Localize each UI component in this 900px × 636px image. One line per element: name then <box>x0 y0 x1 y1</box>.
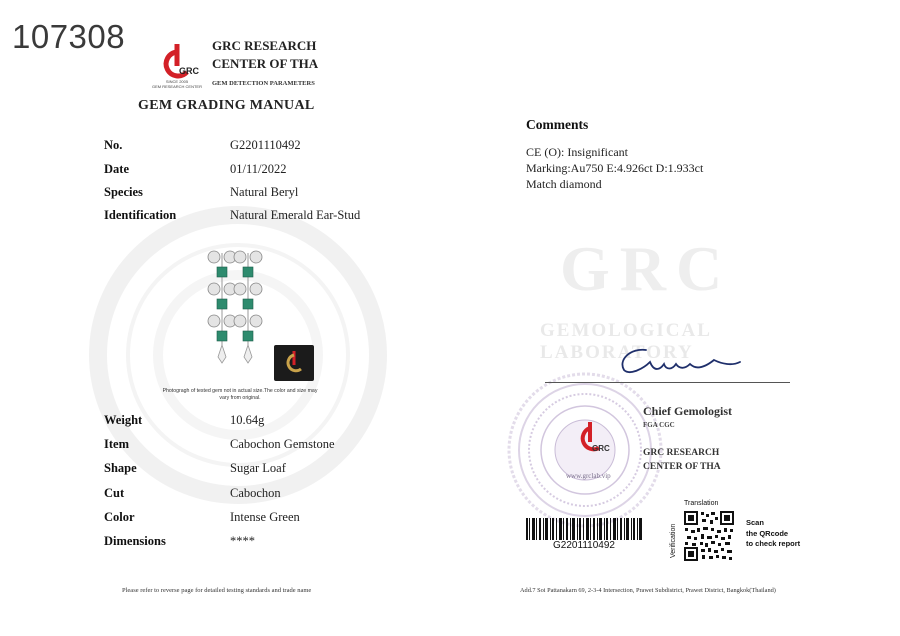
field-label-weight: Weight <box>104 413 143 427</box>
signature-line <box>545 382 790 383</box>
photo-caption: Photogragh of tested gem not in actual size.The color and size may vary from original. <box>162 388 318 401</box>
scan-instructions: Scan the QRcode to check report <box>746 518 801 548</box>
field-value-identification: Natural Emerald Ear-Stud <box>230 208 361 222</box>
field-label-color: Color <box>104 510 135 524</box>
translation-label: Translation <box>684 500 719 507</box>
comment-line: CE (O): Insignificant <box>526 145 628 159</box>
comments-heading: Comments <box>526 117 589 132</box>
barcode-number: G2201110492 <box>553 540 615 551</box>
field-label-dimensions: Dimensions <box>104 534 166 548</box>
watermark-grc: GRC <box>560 233 733 304</box>
verification-label <box>666 512 678 560</box>
logo-subtitle: SINCE 2005 GEM RESEARCH CENTER <box>151 79 202 89</box>
serial-number: 107308 <box>12 18 126 55</box>
org-subtitle: GEM DETECTION PARAMETERS <box>212 80 315 87</box>
field-value-item: Cabochon Gemstone <box>230 437 335 451</box>
signature-graphic <box>610 340 750 380</box>
field-value-species: Natural Beryl <box>230 185 299 199</box>
signer-org-line1: GRC RESEARCH <box>643 448 720 458</box>
field-label-item: Item <box>104 437 129 451</box>
document-title: GEM GRADING MANUAL <box>138 98 315 113</box>
signer-org-line2: CENTER OF THA <box>643 462 721 472</box>
field-label-shape: Shape <box>104 461 137 475</box>
field-label-species: Species <box>104 185 143 199</box>
field-value-color: Intense Green <box>230 510 300 524</box>
gem-photo <box>200 245 270 365</box>
grc-seal-logo-icon <box>568 418 612 464</box>
org-name-line2: CENTER OF THA <box>212 56 319 71</box>
signer-title: Chief Gemologist <box>643 404 732 418</box>
barcode <box>526 518 642 540</box>
footer-note: Please refer to reverse page for detailed testing standards and trade name <box>122 587 312 594</box>
org-name-line1: GRC RESEARCH <box>212 38 317 53</box>
svg-text:Verification: Verification <box>670 523 677 558</box>
qr-code[interactable] <box>683 510 735 562</box>
grc-stamp-icon <box>274 345 314 381</box>
field-label-cut: Cut <box>104 486 125 500</box>
comment-line: Marking:Au750 E:4.926ct D:1.933ct <box>526 161 704 175</box>
website-url: www.grclab.vip <box>566 472 611 480</box>
field-label-no: No. <box>104 138 123 152</box>
field-value-dimensions: **** <box>230 534 255 548</box>
field-value-no: G2201110492 <box>230 138 301 152</box>
field-value-cut: Cabochon <box>230 486 281 500</box>
field-value-shape: Sugar Loaf <box>230 461 286 475</box>
comment-line: Match diamond <box>526 177 602 191</box>
svg-text:GRC: GRC <box>592 444 610 453</box>
footer-address: Add.7 Soi Pattanakarn 69, 2-3-4 Intersection, Prawet Subdistrict, Prawet District, Bangkok(Thailand) <box>520 587 776 594</box>
signer-credentials: FGA CGC <box>643 421 675 429</box>
logo-letters: GRC <box>179 66 199 76</box>
field-value-date: 01/11/2022 <box>230 162 287 176</box>
field-label-identification: Identification <box>104 208 177 222</box>
watermark-band: GEMOLOGICAL LABORATORY <box>540 320 711 363</box>
field-value-weight: 10.64g <box>230 413 265 427</box>
field-label-date: Date <box>104 162 129 176</box>
